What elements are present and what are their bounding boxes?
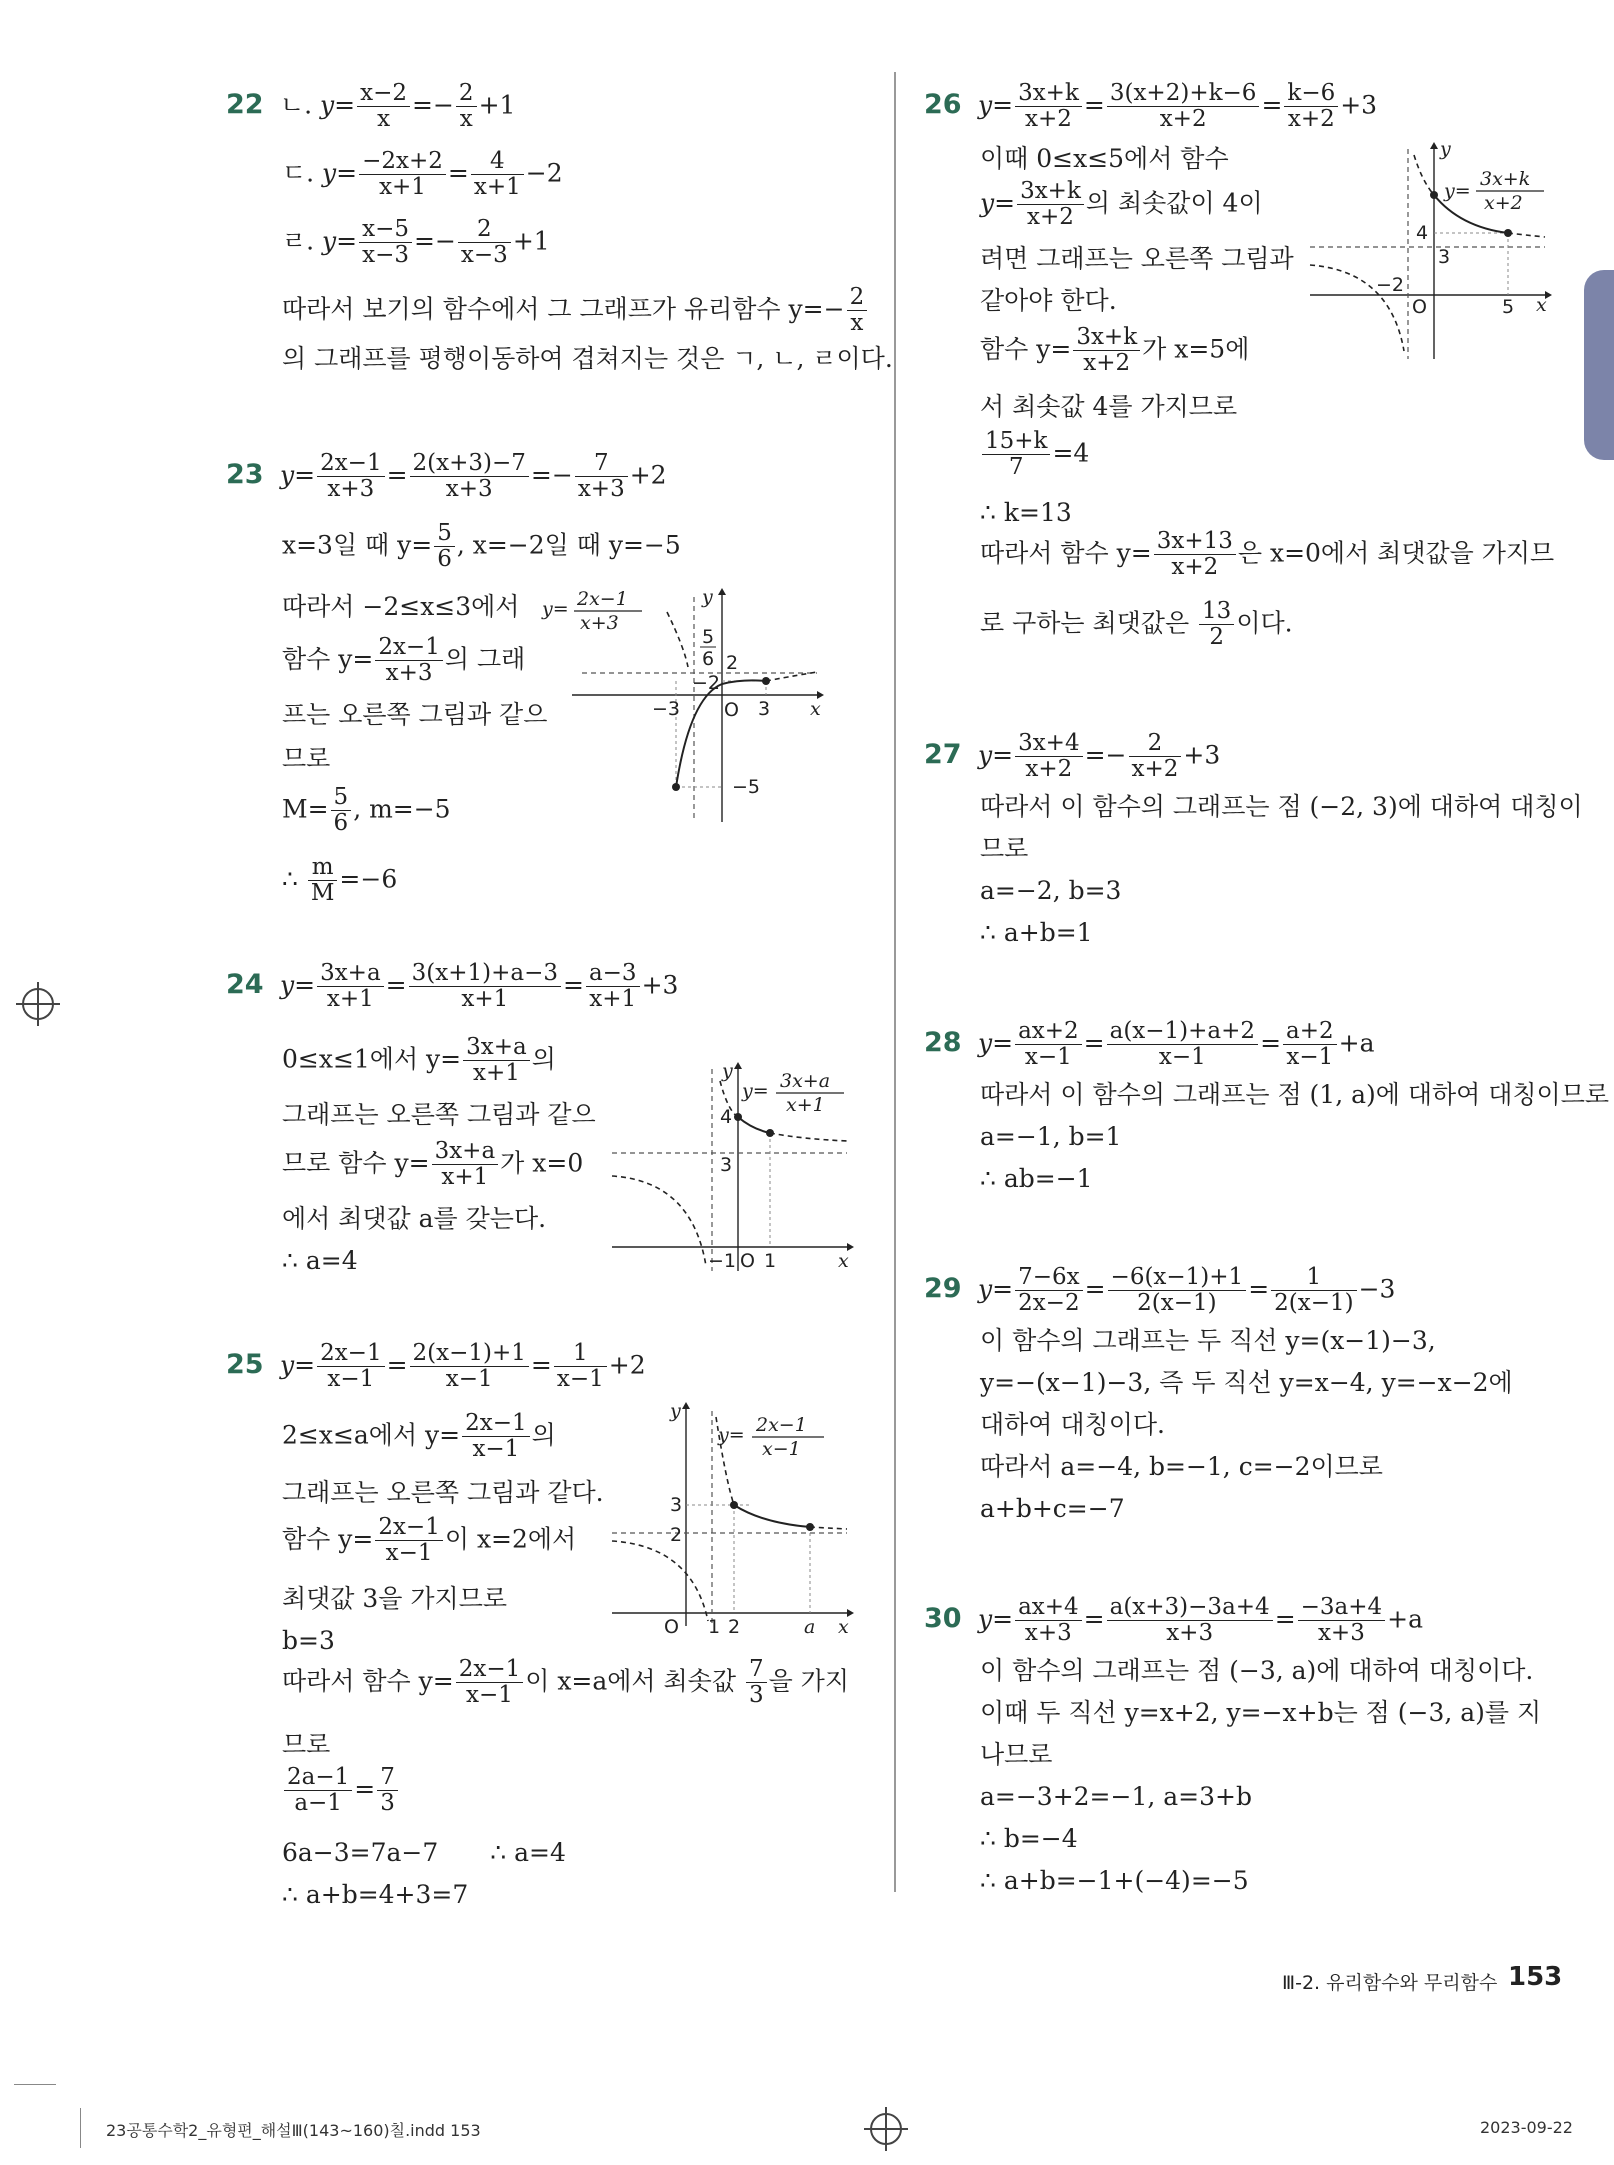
svg-text:x+1: x+1 [786, 1094, 825, 1116]
solution-line: 의 그래프를 평행이동하여 겹쳐지는 것은 ㄱ, ㄴ, ㄹ이다. [282, 344, 893, 373]
problem-number: 27 [924, 739, 962, 770]
axis-label-x: x [810, 698, 821, 720]
solution-line: M= $\frac{5}{6}$ , m=−5 [282, 784, 451, 837]
solution-line: x=3일 때 y= $\frac{5}{6}$ , x=−2일 때 y=−5 [282, 520, 681, 573]
solution-line: 따라서 이 함수의 그래프는 점 (−2, 3)에 대하여 대칭이 [980, 792, 1583, 821]
chapter-side-tab [1584, 270, 1614, 460]
column-divider [894, 72, 896, 1892]
solution-line: 함수 y= $\frac{3x+k}{x+2}$ 가 x=5에 [980, 324, 1250, 377]
solution-line: a=−1, b=1 [980, 1122, 1122, 1151]
solution-line: y= $\frac{ax+2}{x-1}$ = $\frac{a(x-1)+a+2}{x-1}$ = $\frac{a+2}{x-1}$ +a [978, 1018, 1375, 1071]
solution-line: 이 함수의 그래프는 두 직선 y=(x−1)−3, [980, 1326, 1436, 1355]
solution-line: 최댓값 3을 가지므로 [282, 1584, 507, 1613]
solution-line: 나므로 [980, 1740, 1053, 1769]
svg-text:x+3: x+3 [580, 612, 619, 634]
solution-line: 려면 그래프는 오른쪽 그림과 [980, 244, 1294, 273]
solution-line: y= $\frac{2x-1}{x-1}$ = $\frac{2(x-1)+1}{x-1}$ = $\frac{1}{x-1}$ +2 [280, 1340, 646, 1393]
svg-text:y=: y= [718, 1424, 745, 1446]
problem-number: 23 [226, 459, 264, 490]
svg-text:x: x [1536, 294, 1547, 316]
svg-text:3: 3 [670, 1494, 683, 1516]
svg-text:x: x [838, 1616, 849, 1638]
svg-text:2: 2 [728, 1616, 741, 1638]
graph-25 [612, 1400, 852, 1638]
svg-text:a: a [804, 1616, 816, 1638]
solution-line: 이때 두 직선 y=x+2, y=−x+b는 점 (−3, a)를 지 [980, 1698, 1542, 1727]
svg-text:5: 5 [702, 626, 715, 648]
solution-line: ∴ a+b=1 [980, 918, 1093, 947]
problem-number: 25 [226, 1349, 264, 1380]
solution-line: 대하여 대칭이다. [980, 1410, 1165, 1439]
solution-line: y= $\frac{7-6x}{2x-2}$ = $\frac{-6(x-1)+1}{2(x-1)}$ = $\frac{1}{2(x-1)}$ −3 [978, 1264, 1396, 1317]
solution-line: y= $\frac{2x-1}{x+3}$ = $\frac{2(x+3)-7}{x+3}$ =− $\frac{7}{x+3}$ +2 [280, 450, 667, 503]
solution-line: $\frac{15+k}{7}$ =4 [980, 429, 1089, 481]
solution-line: 따라서 −2≤x≤3에서 [282, 592, 520, 621]
solution-line: ㄴ. y= $\frac{x-2}{x}$ =− $\frac{2}{x}$ +1 [280, 80, 516, 133]
solution-line: ∴ $\frac{m}{M}$ =−6 [282, 854, 398, 907]
solution-line: 따라서 이 함수의 그래프는 점 (1, a)에 대하여 대칭이므로 [980, 1080, 1609, 1109]
solution-line: 므로 [282, 744, 331, 773]
svg-text:O: O [1412, 296, 1427, 318]
svg-text:y=: y= [542, 598, 569, 620]
solution-line: 함수 y= $\frac{2x-1}{x-1}$ 이 x=2에서 [282, 1514, 577, 1567]
problem-number: 30 [924, 1603, 962, 1634]
problem-number: 29 [924, 1273, 962, 1304]
svg-text:3x+k: 3x+k [1480, 168, 1531, 190]
svg-text:x+2: x+2 [1484, 192, 1523, 214]
solution-line: 함수 y= $\frac{2x-1}{x+3}$ 의 그래 [282, 634, 526, 687]
svg-text:−2: −2 [1376, 274, 1405, 296]
axis-label-y: y [702, 586, 713, 608]
solution-line: ㄷ. y= $\frac{-2x+2}{x+1}$ = $\frac{4}{x+1}$ −2 [282, 148, 563, 201]
solution-line: $\frac{2a-1}{a-1}$ = $\frac{7}{3}$ [282, 1765, 400, 1817]
solution-line: 2≤x≤a에서 y= $\frac{2x-1}{x-1}$ 의 [282, 1410, 556, 1463]
svg-text:2: 2 [726, 652, 739, 674]
svg-text:1: 1 [764, 1250, 777, 1272]
solution-line: y= $\frac{3x+k}{x+2}$ 의 최솟값이 4이 [980, 178, 1263, 231]
svg-text:−5: −5 [732, 776, 761, 798]
solution-line: y= $\frac{ax+4}{x+3}$ = $\frac{a(x+3)-3a+4}{x+3}$ = $\frac{-3a+4}{x+3}$ +a [978, 1594, 1424, 1647]
svg-text:x−1: x−1 [762, 1438, 801, 1460]
solution-line: y= $\frac{3x+k}{x+2}$ = $\frac{3(x+2)+k-6}{x+2}$ = $\frac{k-6}{x+2}$ +3 [978, 80, 1378, 133]
solution-line: y= $\frac{3x+a}{x+1}$ = $\frac{3(x+1)+a-3}{x+1}$ = $\frac{a-3}{x+1}$ +3 [280, 960, 679, 1013]
solution-line: 이때 0≤x≤5에서 함수 [980, 144, 1229, 173]
svg-text:O: O [664, 1616, 679, 1638]
origin-label: O [724, 699, 739, 721]
solution-line: 로 구하는 최댓값은 $\frac{13}{2}$ 이다. [980, 598, 1293, 651]
registration-mark-icon [870, 2113, 902, 2145]
solution-line: ㄹ. y= $\frac{x-5}{x-3}$ =− $\frac{2}{x-3}$ +1 [282, 216, 550, 269]
graph-23 [542, 586, 822, 831]
svg-text:y: y [1440, 138, 1451, 160]
svg-text:3: 3 [758, 698, 771, 720]
svg-text:6: 6 [702, 648, 715, 670]
svg-text:4: 4 [720, 1106, 733, 1128]
solution-line: 그래프는 오른쪽 그림과 같으 [282, 1100, 596, 1129]
solution-line: ∴ a=4 [282, 1246, 358, 1275]
solution-line: 므로 [980, 834, 1029, 863]
svg-text:2x−1: 2x−1 [577, 588, 628, 610]
solution-line: ∴ ab=−1 [980, 1164, 1093, 1193]
solution-line: y= $\frac{3x+4}{x+2}$ =− $\frac{2}{x+2}$ +3 [978, 730, 1221, 783]
solution-line: 므로 함수 y= $\frac{3x+a}{x+1}$ 가 x=0 [282, 1138, 584, 1191]
svg-text:O: O [740, 1250, 755, 1272]
solution-line: 므로 [282, 1730, 331, 1759]
svg-text:y: y [670, 1400, 681, 1422]
solution-line: 따라서 보기의 함수에서 그 그래프가 유리함수 y=− $\frac{2}{x}$ [282, 285, 869, 337]
file-info: 23공통수학2_유형편_해설Ⅲ(143~160)칠.indd 153 [106, 2121, 481, 2140]
solution-line: a=−2, b=3 [980, 876, 1122, 905]
svg-text:y=: y= [742, 1080, 769, 1102]
svg-text:y: y [722, 1060, 733, 1082]
svg-text:1: 1 [708, 1616, 721, 1638]
solution-line: 에서 최댓값 a를 갖는다. [282, 1204, 547, 1233]
solution-line: 따라서 함수 y= $\frac{2x-1}{x-1}$ 이 x=a에서 최솟값 $\frac{7}{3}$ 을 가지 [282, 1656, 849, 1709]
solution-line: y=−(x−1)−3, 즉 두 직선 y=x−4, y=−x−2에 [980, 1368, 1513, 1397]
solution-line: 0≤x≤1에서 y= $\frac{3x+a}{x+1}$ 의 [282, 1034, 556, 1087]
problem-number: 24 [226, 969, 264, 1000]
problem-number: 26 [924, 89, 962, 120]
solution-line: 프는 오른쪽 그림과 같으 [282, 700, 548, 729]
solution-line: ∴ a+b=4+3=7 [282, 1880, 469, 1909]
solution-line: 이 함수의 그래프는 점 (−3, a)에 대하여 대칭이다. [980, 1656, 1534, 1685]
solution-line: 6a−3=7a−7 ∴ a=4 [282, 1838, 566, 1867]
solution-line: ∴ a+b=−1+(−4)=−5 [980, 1866, 1249, 1895]
problem-number: 28 [924, 1027, 962, 1058]
solution-line: b=3 [282, 1626, 335, 1655]
svg-text:−3: −3 [652, 698, 681, 720]
graph-26 [1310, 138, 1550, 365]
crop-mark [14, 2084, 56, 2085]
svg-text:2x−1: 2x−1 [756, 1414, 807, 1436]
solution-line: a=−3+2=−1, a=3+b [980, 1782, 1252, 1811]
crop-mark [80, 2108, 81, 2148]
solution-line: 서 최솟값 4를 가지므로 [980, 392, 1238, 421]
solution-line: ∴ k=13 [980, 498, 1072, 527]
solution-line: 같아야 한다. [980, 286, 1117, 315]
graph-24 [612, 1061, 852, 1285]
svg-text:3: 3 [720, 1154, 733, 1176]
svg-text:2: 2 [670, 1524, 683, 1546]
svg-text:4: 4 [1416, 222, 1429, 244]
svg-text:y=: y= [1444, 180, 1471, 202]
svg-text:x: x [838, 1250, 849, 1272]
svg-text:−2: −2 [692, 672, 721, 694]
registration-mark-icon [22, 988, 54, 1020]
print-date: 2023-09-22 [1480, 2118, 1573, 2137]
page-number: 153 [1508, 1962, 1563, 1992]
section-label: Ⅲ-2. 유리함수와 무리함수 [1282, 1972, 1498, 1994]
solution-line: a+b+c=−7 [980, 1494, 1125, 1523]
svg-text:3: 3 [1438, 246, 1451, 268]
solution-line: 그래프는 오른쪽 그림과 같다. [282, 1478, 604, 1507]
solution-line: ∴ b=−4 [980, 1824, 1078, 1853]
solution-line: 따라서 a=−4, b=−1, c=−2이므로 [980, 1452, 1383, 1481]
solution-line: 따라서 함수 y= $\frac{3x+13}{x+2}$ 은 x=0에서 최댓값을 가지므 [980, 528, 1555, 581]
svg-text:−1: −1 [708, 1250, 737, 1272]
problem-number: 22 [226, 89, 264, 120]
svg-text:5: 5 [1502, 296, 1515, 318]
svg-text:3x+a: 3x+a [780, 1070, 831, 1092]
